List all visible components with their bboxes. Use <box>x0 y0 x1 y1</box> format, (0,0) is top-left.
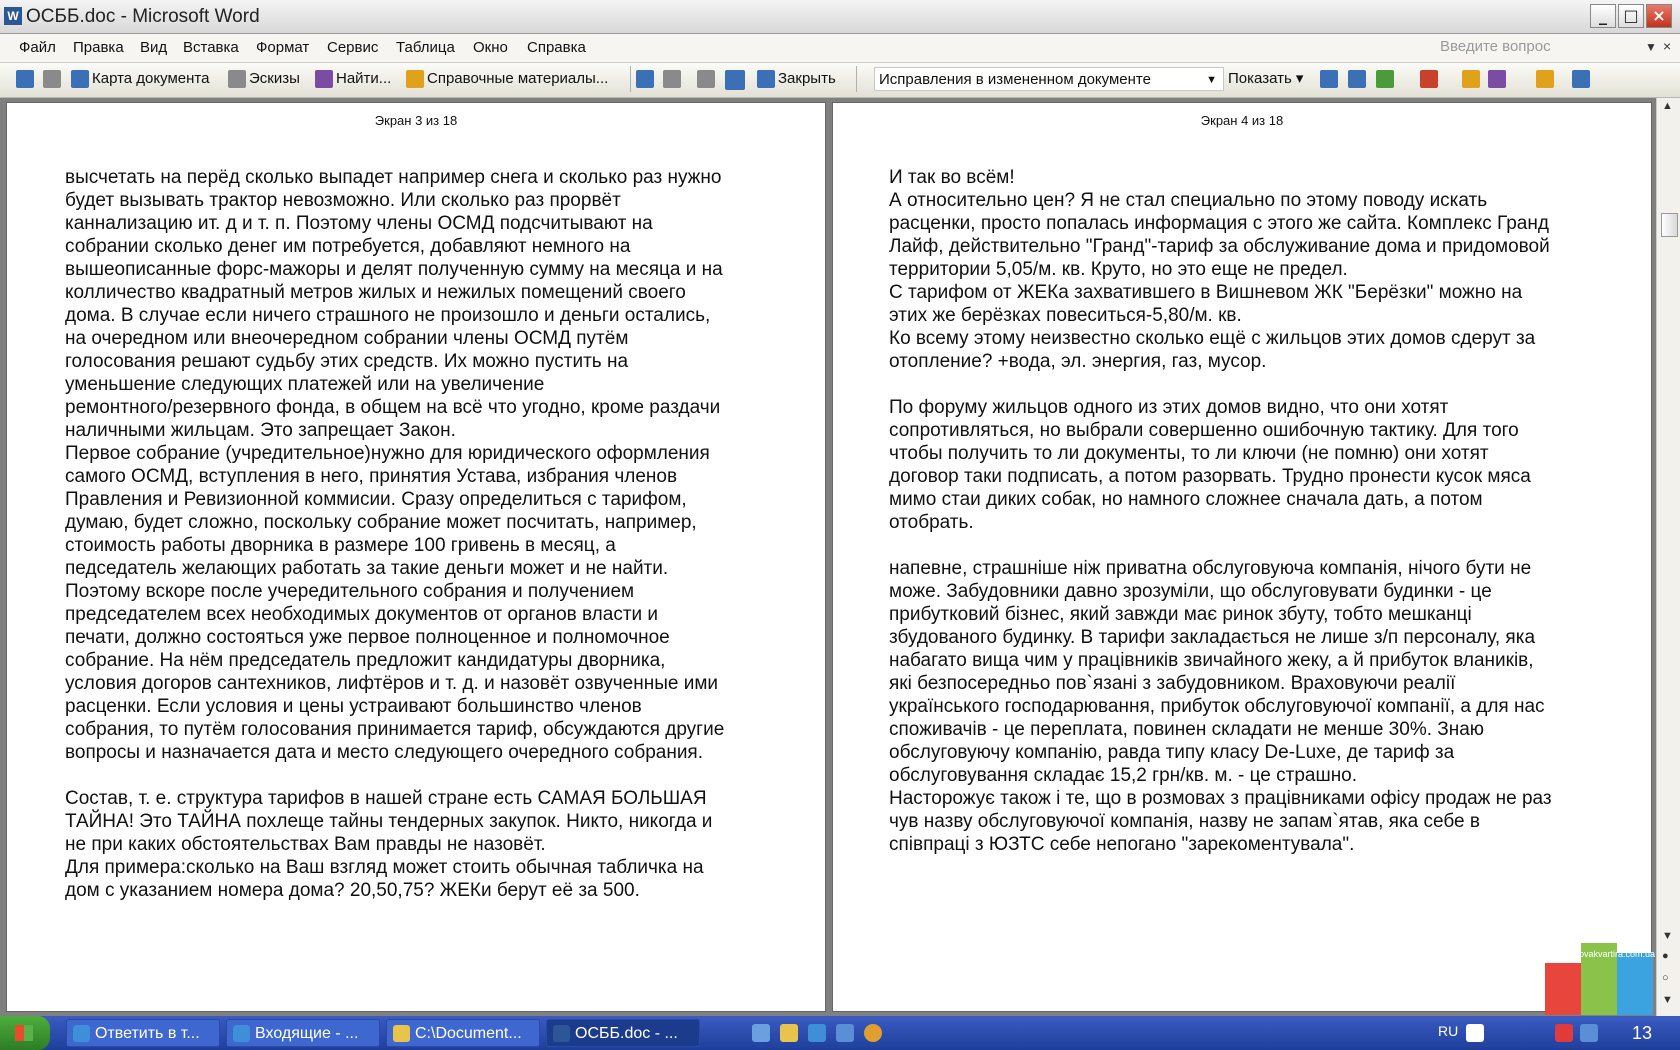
minimize-button[interactable]: _ <box>1590 4 1616 28</box>
scroll-down-icon[interactable]: ▼ <box>1662 930 1673 942</box>
help-tray-icon[interactable] <box>1466 1024 1484 1042</box>
text-line: збудованого будинку. В тарифи закладається не лише з/п персоналу, яка <box>889 627 1536 648</box>
taskbar-item[interactable]: C:\Document... <box>386 1019 540 1047</box>
text-line: собрания, то путём голосования принимается тариф, обсуждаются другие <box>65 719 725 740</box>
scroll-thumb[interactable] <box>1661 213 1678 237</box>
zoom-out-icon[interactable] <box>663 70 681 88</box>
quicklaunch-icon[interactable] <box>808 1024 826 1042</box>
language-indicator[interactable]: RU <box>1438 1023 1459 1039</box>
two-pages-icon[interactable] <box>725 70 745 90</box>
text-line: Состав, т. е. структура тарифов в нашей стране есть САМАЯ БОЛЬШАЯ <box>65 788 707 809</box>
text-line: Первое собрание (учредительное)нужно для юридического оформления <box>65 443 710 464</box>
watermark-logo <box>1545 943 1655 1015</box>
text-line: дом с указанием номера дома? 20,50,75? ЖЕКи берут её за 500. <box>65 880 640 901</box>
text-line: Для примера:сколько на Ваш взгляд может стоить обычная табличка на <box>65 857 704 878</box>
menu-file[interactable]: Файл <box>19 39 56 56</box>
quicklaunch-icon[interactable] <box>752 1024 770 1042</box>
close-button[interactable]: × <box>1646 4 1672 28</box>
markup-display-select[interactable]: Исправления в измененном документе ▼ <box>874 67 1224 91</box>
document-area <box>0 98 1680 1016</box>
text-line: набагато вища чим у працівників звичайного жеку, а й прибуток влаників, <box>889 650 1534 671</box>
quicklaunch-icon[interactable] <box>836 1024 854 1042</box>
next-change-icon[interactable] <box>1348 70 1366 88</box>
menu-bar <box>0 34 1680 63</box>
text-line: вопросы и назначается дата и место следующего очередного собрания. <box>65 742 704 763</box>
text-line: каннализацию ит. д и т. п. Поэтому члены ОСМД подсчитывают на <box>65 213 653 234</box>
menu-window[interactable]: Окно <box>473 39 508 56</box>
text-line: Лайф, действительно "Гранд"-тариф за обслуживание дома и придомовой <box>889 236 1550 257</box>
text-line: вышеописанные форс-мажоры и делят полученную сумму на месяца и на <box>65 259 723 280</box>
word-icon <box>553 1025 570 1042</box>
text-line: самого ОСМД, вступления в него, принятия Устава, избрания членов <box>65 466 678 487</box>
text-line: споживачів - це переплата, повинен складати не менше 30%. Знаю <box>889 719 1485 740</box>
document-map-button[interactable]: Карта документа <box>71 68 209 90</box>
text-line: отобрать. <box>889 512 974 533</box>
text-line: не при каких обстоятельствах Вам правды не назовёт. <box>65 834 546 855</box>
document-map-icon <box>71 70 89 88</box>
text-line: співпраці з ЮЗТС себе непогано "зарекоментувала". <box>889 834 1355 855</box>
text-line: напевне, страшніше ніж приватна обслуговуюча компанія, нічого бути не <box>889 558 1532 579</box>
windows-logo-icon <box>15 1025 33 1041</box>
track-changes-icon[interactable] <box>1536 70 1554 88</box>
comment-icon[interactable] <box>1462 70 1480 88</box>
text-line: Ко всему этому неизвестно сколько ещё с жильцов этих домов сдерут за <box>889 328 1536 349</box>
text-line: А относительно цен? Я не стал специально по этому поводу искать <box>889 190 1488 211</box>
reading-toolbar <box>0 63 1680 98</box>
reject-change-icon[interactable] <box>1420 70 1438 88</box>
tray-icon[interactable] <box>1580 1024 1598 1042</box>
maximize-button[interactable]: □ <box>1618 4 1644 28</box>
text-line: педседатель желающих работать за такие деньги может и не найти. <box>65 558 669 579</box>
text-line: на очередном или внеочередном собрании члены ОСМД путём <box>65 328 629 349</box>
folder-icon <box>393 1025 410 1042</box>
text-line: И так во всём! <box>889 167 1015 188</box>
text-line: расценки, просто попалась информация с этого же сайта. Комплекс Гранд <box>889 213 1549 234</box>
text-line: голосования решают судьбу этих средств. Их можно пустить на <box>65 351 629 372</box>
highlight-icon[interactable] <box>1488 70 1506 88</box>
text-line: собрание. На нём председатель предложит кандидатуры дворника, <box>65 650 666 671</box>
menu-help[interactable]: Справка <box>527 39 586 56</box>
tray-icon[interactable] <box>1555 1024 1573 1042</box>
text-line: може. Забудовники давно зрозуміли, що обслуговувати будинки - це <box>889 581 1492 602</box>
text-line: мимо стаи диких собак, но намного сложнее сначала дать, а потом <box>889 489 1483 510</box>
blank-line <box>65 764 724 787</box>
taskbar <box>0 1016 1680 1050</box>
text-line: дома. В случае если ничего страшного не произошло и деньги остались, <box>65 305 711 326</box>
previous-page-icon[interactable]: ● <box>1662 950 1669 962</box>
ie-icon <box>73 1025 90 1042</box>
taskbar-item-active[interactable]: ОСББ.doc - ... <box>546 1019 700 1047</box>
text-line: які безпосередньо пов`язані з забудовником. Враховуючи реалії <box>889 673 1456 694</box>
print-icon[interactable] <box>43 70 61 88</box>
find-icon <box>315 70 333 88</box>
accept-change-icon[interactable] <box>1376 70 1394 88</box>
start-button[interactable] <box>0 1016 50 1050</box>
reading-page-left <box>6 102 826 1012</box>
toolbar-separator <box>856 66 857 92</box>
word-doc-icon[interactable]: W <box>4 7 22 25</box>
vertical-scrollbar[interactable] <box>1656 98 1680 1016</box>
blank-line <box>889 373 1552 396</box>
chevron-down-icon: ▼ <box>1206 74 1217 86</box>
thumbnails-button[interactable]: Эскизы <box>228 68 300 90</box>
title-bar <box>0 0 1680 34</box>
page-text[interactable] <box>889 166 1552 856</box>
text-line: собрании сколько денег им потребуется, добавляют немного на <box>65 236 631 257</box>
text-line: прибутковий бізнес, який завжди має ринок збуту, тобто мешканці <box>889 604 1472 625</box>
blank-line <box>889 534 1552 557</box>
chevron-down-icon[interactable]: ▼ <box>1645 40 1657 54</box>
text-line: этих же берёзках повеситься-5,80/м. кв. <box>889 305 1242 326</box>
text-line: ремонтного/резервного фонда, в общем на всё что угодно, кроме раздачи <box>65 397 721 418</box>
single-page-icon[interactable] <box>697 70 715 88</box>
save-icon[interactable] <box>16 70 34 88</box>
zoom-in-icon[interactable] <box>636 70 654 88</box>
text-line: председателем всех необходимых документов от органов власти и <box>65 604 659 625</box>
toolbar-separator <box>630 66 631 92</box>
page-header: Экран 3 из 18 <box>374 113 458 128</box>
text-line: ТАЙНА! Это ТАЙНА похлеще тайны тендерных закупок. Никто, никогда и <box>65 811 713 832</box>
text-line: высчетать на перёд сколько выпадет например снега и сколько раз нужно <box>65 167 722 188</box>
menu-edit[interactable]: Правка <box>73 39 124 56</box>
text-line: українського господарювання, прибуток обслуговуючої компанії, а для нас <box>889 696 1545 717</box>
chrome-icon[interactable] <box>864 1024 882 1042</box>
reading-page-right <box>832 102 1652 1012</box>
text-line: уменьшение следующих платежей или на увеличение <box>65 374 545 395</box>
book-icon <box>757 70 775 88</box>
text-line: стоимость работы дворника в размере 100 гривень в месяц, а <box>65 535 616 556</box>
text-line: будет вызывать трактор невозможно. Или сколько раз прорвёт <box>65 190 621 211</box>
text-line: Поэтому вскоре после учередительного собрания и получением <box>65 581 635 602</box>
browse-object-icon[interactable]: ○ <box>1662 972 1669 984</box>
find-button[interactable]: Найти... <box>315 68 391 90</box>
text-line: расценки. Если условия и цены устраивают большинство членов <box>65 696 642 717</box>
previous-change-icon[interactable] <box>1320 70 1338 88</box>
text-line: договор таки подписать, а потом разорвать. Трудно пронести кусок мяса <box>889 466 1531 487</box>
thumbnails-icon <box>228 70 246 88</box>
text-line: сопротивляться, но выбрали совершенно ошибочную тактику. Для того <box>889 420 1519 441</box>
text-line: территории 5,05/м. кв. Круто, но это еще не предел. <box>889 259 1348 280</box>
text-line: Насторожує також і те, що в розмовах з працівниками офісу продаж не раз <box>889 788 1552 809</box>
text-line: Правления и Ревизионной коммисии. Сразу определиться с тарифом, <box>65 489 687 510</box>
taskbar-item[interactable]: Ответить в т... <box>66 1019 220 1047</box>
text-line: обслуговуючу компанію, равда типу класу De-Luxe, де тариф за <box>889 742 1455 763</box>
text-line: думаю, будет сложно, поскольку собрание может посчитать, например, <box>65 512 697 533</box>
menu-tools[interactable]: Сервис <box>327 39 379 56</box>
text-line: обслуговування складає 15,2 грн/кв. м. - це страшно. <box>889 765 1358 786</box>
text-line: По форуму жильцов одного из этих домов видно, что они хотят <box>889 397 1449 418</box>
text-line: условия догоров сантехников, лифтёров и т. д. и назовёт озвученные ими <box>65 673 719 694</box>
close-icon[interactable]: × <box>1663 38 1672 54</box>
text-line: наличными жильцам. Это запрещает Закон. <box>65 420 456 441</box>
show-markup-button[interactable]: Показать ▾ <box>1228 70 1304 87</box>
text-line: чув назву обслуговуючої компанія, назву не запам`ятав, яка себе в <box>889 811 1480 832</box>
text-line: чтобы получить то ли документы, то ли ключи (не помню) они хотят <box>889 443 1489 464</box>
menu-format[interactable]: Формат <box>256 39 310 56</box>
clock: 13 <box>1632 1023 1653 1043</box>
ask-question-input[interactable]: Введите вопрос <box>1440 38 1551 55</box>
text-line: печати, должно состояться уже первое полноценное и полномочное <box>65 627 670 648</box>
menu-table[interactable]: Таблица <box>396 39 455 56</box>
research-icon <box>406 70 424 88</box>
reviewing-pane-icon[interactable] <box>1572 70 1590 88</box>
ie-icon <box>233 1025 250 1042</box>
text-line: С тарифом от ЖЕКа захватившего в Вишневом ЖК "Берёзки" можно на <box>889 282 1523 303</box>
next-page-icon[interactable]: ▼ <box>1662 994 1673 1006</box>
taskbar-item[interactable]: Входящие - ... <box>226 1019 380 1047</box>
scroll-up-icon[interactable]: ▲ <box>1662 100 1673 112</box>
window-title: ОСББ.doc - Microsoft Word <box>26 6 260 27</box>
menu-insert[interactable]: Вставка <box>183 39 239 56</box>
watermark-text: novakvartira.com.ua <box>1573 949 1655 959</box>
text-line: отопление? +вода, эл. энергия, газ, мусор. <box>889 351 1267 372</box>
text-line: колличество квадратный метров жилых и нежилых помещений своего <box>65 282 686 303</box>
menu-view[interactable]: Вид <box>140 39 168 56</box>
page-header: Экран 4 из 18 <box>1200 113 1284 128</box>
quicklaunch-icon[interactable] <box>780 1024 798 1042</box>
page-text[interactable] <box>65 166 724 902</box>
close-reading-button[interactable]: Закрыть <box>757 68 836 90</box>
research-button[interactable]: Справочные материалы... <box>406 68 608 90</box>
